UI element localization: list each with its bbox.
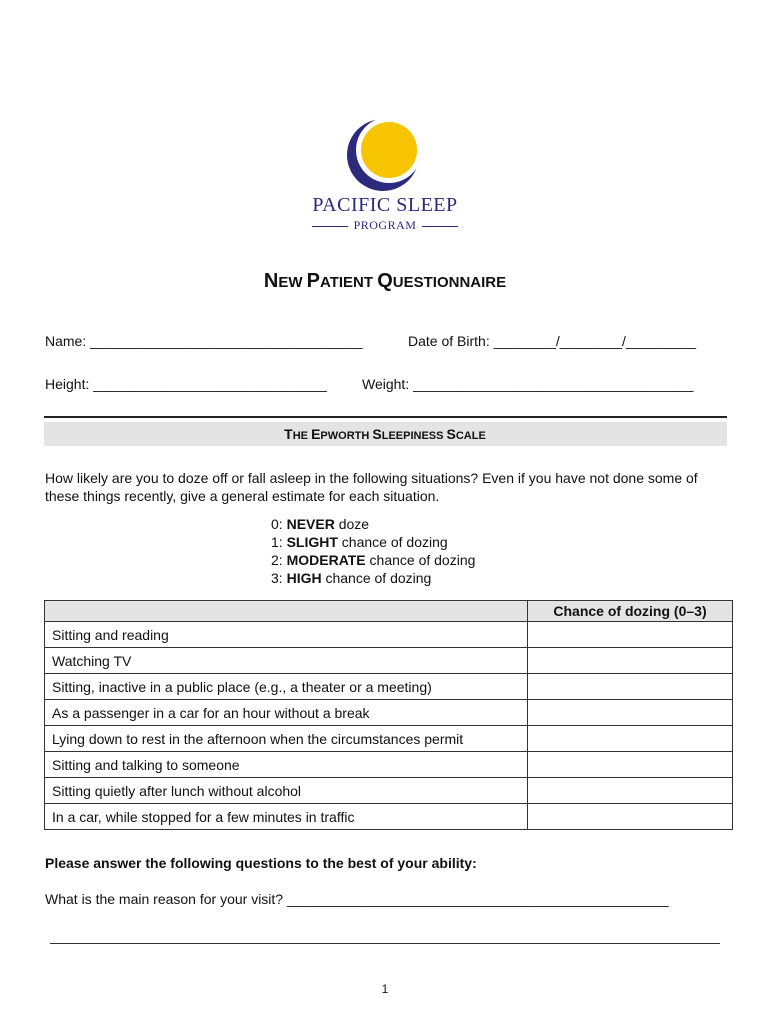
table-row xyxy=(45,726,733,752)
table-row xyxy=(45,752,733,778)
situation-cell: Sitting and reading xyxy=(45,622,528,648)
table-header-score: Chance of dozing (0–3) xyxy=(528,601,733,622)
table-row xyxy=(45,804,733,830)
situation-cell: As a passenger in a car for an hour without a break xyxy=(45,700,528,726)
score-cell[interactable] xyxy=(528,648,733,674)
situation-cell: In a car, while stopped for a few minutes in traffic xyxy=(45,804,528,830)
instructions-text: Please answer the following questions to the best of your ability: xyxy=(45,855,477,871)
table-row xyxy=(45,674,733,700)
table-row xyxy=(45,648,733,674)
intro-text: How likely are you to doze off or fall asleep in the following situations? Even if you have not done some of these things recently, give a general estimate for each situation. xyxy=(45,470,698,504)
score-cell[interactable] xyxy=(528,804,733,830)
situation-cell: Watching TV xyxy=(45,648,528,674)
section-title: THE EPWORTH SLEEPINESS SCALE xyxy=(284,426,486,442)
name-field[interactable]: Name: ___________________________________ xyxy=(45,333,363,349)
situation-cell: Lying down to rest in the afternoon when the circumstances permit xyxy=(45,726,528,752)
situation-cell: Sitting and talking to someone xyxy=(45,752,528,778)
moon-logo-icon xyxy=(345,117,425,192)
scale-item: 3: HIGH chance of dozing xyxy=(271,570,432,586)
answer-line[interactable] xyxy=(50,943,720,944)
height-field[interactable]: Height: ______________________________ xyxy=(45,376,327,392)
situation-cell: Sitting quietly after lunch without alcohol xyxy=(45,778,528,804)
section-divider xyxy=(44,416,727,418)
score-cell[interactable] xyxy=(528,778,733,804)
score-cell[interactable] xyxy=(528,622,733,648)
score-cell[interactable] xyxy=(528,752,733,778)
table-row xyxy=(45,700,733,726)
logo xyxy=(0,112,770,242)
visit-reason-field[interactable]: What is the main reason for your visit? _________________________________________________ xyxy=(45,891,669,907)
epworth-table xyxy=(44,600,733,830)
table-header-blank xyxy=(45,601,528,622)
score-cell[interactable] xyxy=(528,674,733,700)
scale-item: 2: MODERATE chance of dozing xyxy=(271,552,476,568)
table-row xyxy=(45,622,733,648)
scale-item: 1: SLIGHT chance of dozing xyxy=(271,534,448,550)
situation-cell: Sitting, inactive in a public place (e.g., a theater or a meeting) xyxy=(45,674,528,700)
logo-name: PACIFIC SLEEP xyxy=(312,194,458,216)
page-number: 1 xyxy=(381,982,389,996)
table-row xyxy=(45,778,733,804)
scale-item: 0: NEVER doze xyxy=(271,516,370,532)
page-title: NEW PATIENT QUESTIONNAIRE xyxy=(263,270,507,292)
scale-legend xyxy=(271,515,475,587)
table-header-row xyxy=(45,601,733,622)
score-cell[interactable] xyxy=(528,700,733,726)
date-of-birth-field[interactable]: Date of Birth: ________/________/_________ xyxy=(408,333,697,349)
logo-subtitle: PROGRAM xyxy=(0,218,770,233)
weight-field[interactable]: Weight: ____________________________________ xyxy=(362,376,694,392)
score-cell[interactable] xyxy=(528,726,733,752)
